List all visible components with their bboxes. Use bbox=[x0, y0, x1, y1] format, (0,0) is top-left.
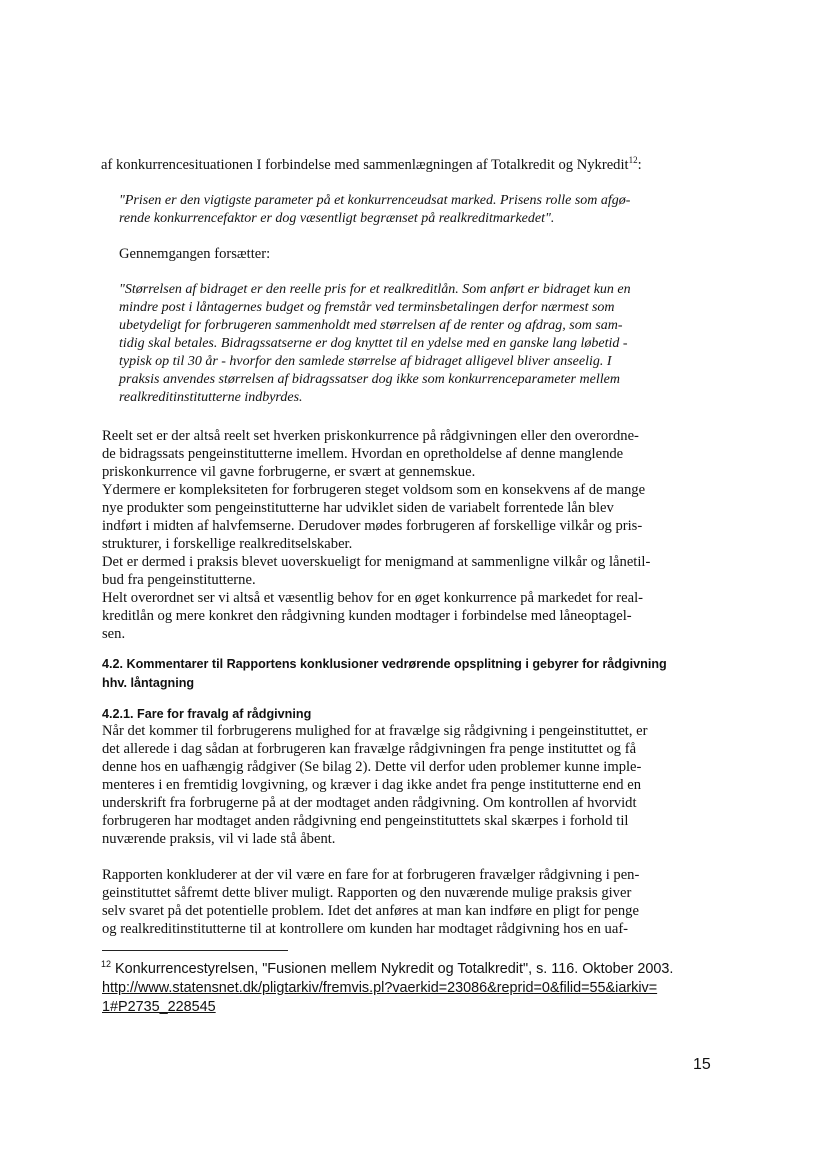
body-line: priskonkurrence vil gavne forbrugerne, er svært at gennemskue. bbox=[102, 464, 476, 480]
footnote-link[interactable]: 1#P2735_228545 bbox=[102, 999, 216, 1015]
body-line: geinstituttet såfremt dette bliver muligt. Rapporten og den nuværende mulige praksis giver bbox=[102, 885, 632, 901]
section-heading-4-2-1: 4.2.1. Fare for fravalg af rådgivning bbox=[102, 707, 312, 721]
footnote-text bbox=[101, 960, 673, 978]
continuation-text: Gennemgangen forsætter: bbox=[119, 246, 271, 262]
quote2-line: "Størrelsen af bidraget er den reelle pris for et realkreditlån. Som anført er bidraget kun en bbox=[119, 282, 631, 297]
body-line: og realkreditinstitutterne til at kontrollere om kunden har modtaget rådgivning hos en uaf- bbox=[102, 921, 629, 937]
body-line: Når det kommer til forbrugerens mulighed for at fravælge sig rådgivning i pengeinstituttet, er bbox=[102, 723, 648, 739]
footnote-separator bbox=[102, 950, 288, 951]
footnote-link[interactable]: http://www.statensnet.dk/pligtarkiv/fremvis.pl?vaerkid=23086&reprid=0&filid=55&iarkiv= bbox=[102, 980, 658, 996]
body-line: Ydermere er kompleksiteten for forbrugeren steget voldsom som en konsekvens af de mange bbox=[102, 482, 646, 498]
body-line: kreditlån og mere konkret den rådgivning kunden modtager i forbindelse med låneoptagel- bbox=[102, 608, 632, 624]
body-line: Helt overordnet ser vi altså et væsentlig behov for en øget konkurrence på markedet for real- bbox=[102, 590, 643, 606]
intro-text: af konkurrencesituationen I forbindelse med sammenlægningen af Totalkredit og Nykredit bbox=[101, 157, 629, 173]
body-line: strukturer, i forskellige realkreditselskaber. bbox=[102, 536, 353, 552]
body-line: Reelt set er der altså reelt set hverken priskonkurrence på rådgivningen eller den overordne- bbox=[102, 428, 639, 444]
body-line: bud fra pengeinstitutterne. bbox=[102, 572, 256, 588]
page-number: 15 bbox=[693, 1056, 711, 1073]
quote1-line: "Prisen er den vigtigste parameter på et konkurrenceudsat marked. Prisens rolle som afgø- bbox=[119, 193, 631, 208]
footnote-number: 12 bbox=[101, 959, 112, 970]
quote1-line: rende konkurrencefaktor er dog væsentligt begrænset på realkreditmarkedet". bbox=[119, 211, 555, 226]
body-line: sen. bbox=[102, 626, 126, 642]
body-line: det allerede i dag sådan at forbrugeren kan fravælge rådgivningen fra penge instituttet og få bbox=[102, 741, 637, 757]
body-line: forbrugeren har modtaget anden rådgivning end pengeinstituttets skal skærpes i forhold til bbox=[102, 813, 629, 829]
body-line: selv svaret på det potentielle problem. Idet det anføres at man kan indføre en pligt for penge bbox=[102, 903, 639, 919]
quote2-line: praksis anvendes størrelsen af bidragssatser dog ikke som konkurrenceparameter mellem bbox=[119, 372, 620, 387]
body-line: underskrift fra forbrugerne på at der modtaget anden rådgivning. Om kontrollen af hvorvidt bbox=[102, 795, 637, 811]
body-line: nuværende praksis, vil vi lade stå åbent. bbox=[102, 831, 336, 847]
footnote-citation: Konkurrencestyrelsen, "Fusionen mellem Nykredit og Totalkredit", s. 116. Oktober 2003. bbox=[111, 961, 674, 977]
quote2-line: tidig skal betales. Bidragssatserne er dog knyttet til en ydelse med en ganske lang løbetid - bbox=[119, 336, 628, 351]
body-line: Det er dermed i praksis blevet uoverskueligt for menigmand at sammenligne vilkår og lånetil- bbox=[102, 554, 651, 570]
body-line: denne hos en uafhængig rådgiver (Se bilag 2). Dette vil derfor uden problemer kunne imple- bbox=[102, 759, 642, 775]
quote2-line: typisk op til 30 år - hvorfor den samlede størrelse af bidraget alligevel bliver anseelig. I bbox=[119, 354, 612, 369]
body-line: indført i midten af halvfemserne. Derudover mødes forbrugeren af forskellige vilkår og pris- bbox=[102, 518, 643, 534]
quote2-line: realkreditinstitutterne indbyrdes. bbox=[119, 390, 303, 405]
body-line: nye produkter som pengeinstitutterne har udviklet siden de variabelt forrentede lån blev bbox=[102, 500, 614, 516]
intro-line bbox=[101, 156, 642, 174]
body-line: de bidragssats pengeinstitutterne imellem. Hvordan en opretholdelse af denne manglende bbox=[102, 446, 624, 462]
quote2-line: ubetydeligt for forbrugeren sammenholdt med størrelsen af de renter og afdrag, som sam- bbox=[119, 318, 623, 333]
quote2-line: mindre post i låntagernes budget og fremstår ved terminsbetalingen derfor nærmest som bbox=[119, 300, 615, 315]
body-line: menteres i en fremtidig lovgivning, og kræver i dag ikke andet fra penge institutterne end en bbox=[102, 777, 641, 793]
body-line: Rapporten konkluderer at der vil være en fare for at forbrugeren fravælger rådgivning i pen- bbox=[102, 867, 640, 883]
section-heading-4-2: hhv. låntagning bbox=[102, 676, 195, 690]
intro-suffix: : bbox=[637, 157, 642, 173]
footnote-ref[interactable]: 12 bbox=[628, 155, 638, 166]
section-heading-4-2: 4.2. Kommentarer til Rapportens konklusioner vedrørende opsplitning i gebyrer for rådgivning bbox=[102, 657, 667, 671]
